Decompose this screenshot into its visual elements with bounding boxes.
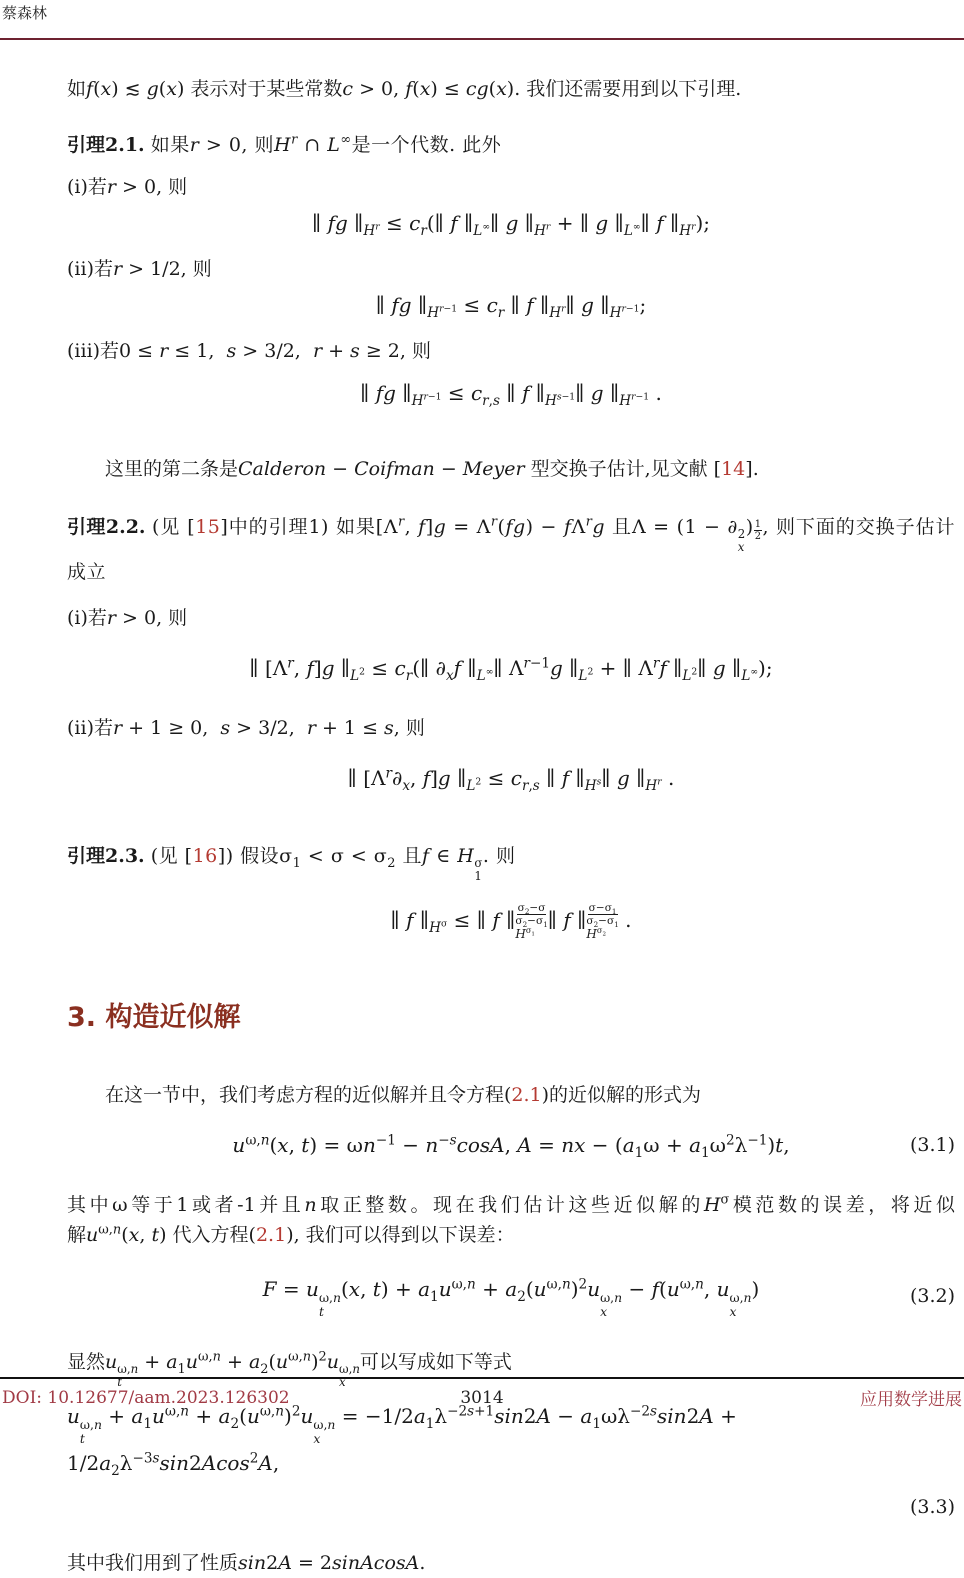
lemma-2-2-label: 引理2.2. [67,516,146,538]
page-footer [0,1377,964,1414]
lemma-2-1-item-iii: (iii)若0 ≤ r ≤ 1, s > 3/2, r + s ≥ 2, 则 [67,340,431,362]
section-3-paragraph-4: 其中我们用到了性质sin2A = 2sinAcosA. [67,1551,426,1574]
lemma-2-1-equation-ii: ∥ fg $\parallel_{H^{r-1}} \le c_r$ ∥ f $\parallel_{H^r}\parallel$ g $\parallel_{H^{r-1}}$; [375,293,647,321]
section-3-paragraph-2-line2: 解$u^{\omega,n}(x$, t) 代入方程(2.1), 我们可以得到以下误差： [67,1223,515,1247]
equation-3-3: u ω,n t + $a_1u^{\omega,n} + a_2(u^{\omega,n})^2u$ ω,n x = $-1/2a_1\lambda^{-2s+1}\sin 2A - a_1\omega\lambda^{-2s}\sin 2A + 1/2a_2\lambda^{-3s}\sin 2Acos^2A$, [67,1403,737,1479]
equation-3-2-number: (3.2) [909,1284,955,1307]
lemma-2-1-item-i: (i)若r > 0, 则 [67,176,188,198]
lemma-2-1-statement: 如果r > 0, 则$H^r$ ∩ L∞是一个代数. 此外 [150,132,502,156]
citation-link[interactable]: 16 [192,844,218,867]
citation-link[interactable]: 15 [195,516,221,538]
lemma-2-2-item-i: (i)若r > 0, 则 [67,606,188,629]
equation-3-1-body: $u^{\omega,n}(x$, $t) = \omega n^{-1} - n^{-s}\cos A$, A = nx − $(a_1\omega + a_1\omega^2\lambda^{-1})t$, [232,1132,790,1162]
lemma-2-3-heading [67,839,955,884]
section-3-heading: 3. 构造近似解 [67,1002,241,1034]
lemma-2-2-item-ii: (ii)若r + 1 ≥ 0, s > 3/2, r + 1 ≤ s, 则 [67,716,425,739]
remark-paragraph: 这里的第二条是Calderon − Coifman − Meyer 型交换子估计,见文献 [14]. [105,458,759,480]
footer-journal: 应用数学进展 [860,1390,962,1410]
citation-link[interactable]: 2.1 [511,1084,542,1107]
section-3-paragraph-3: 显然u ω,n t + $a_1u^{\omega,n} + a_2(u^{\omega,n})^2u$ ω,n x 可以写成如下等式 [67,1349,512,1390]
page-content [0,40,964,1578]
section-3-paragraph-2-line1: 其中ω等于1或者-1并且n取正整数。现在我们估计这些近似解的$H^\sigma$模范数的误差，将近似 [67,1193,955,1217]
lemma-2-1-equation-i: ∥ fg $\parallel_{H^r}$ ≤ $c_r(\parallel$ f $\parallel_{L^\infty}\parallel$ g $\parallel_{H^r}$ + ∥ g $\parallel_{L^\infty}\parallel$ f $\parallel_{H^r}$); [311,211,711,239]
section-3-paragraph-1: 在这一节中，我们考虑方程的近似解并且令方程(2.1)的近似解的形式为 [105,1084,702,1107]
lemma-2-1-equation-iii: ∥ fg $\parallel_{H^{r-1}} \le c_{r,s}$ ∥ f $\parallel_{H^{s-1}}\parallel$ g $\parallel_{H^{r-1}}$ . [360,381,662,409]
author-name: 蔡森林 [2,4,48,22]
intro-paragraph: 如f(x) ≲ g(x) 表示对于某些常数c > 0, f(x) ≤ cg(x). 我们还需要用到以下引理. [67,78,742,100]
page-header [0,0,964,40]
lemma-2-2-statement: (见 [15]中的引理1) 如果[$\Lambda^r$, $f]g = \Lambda^r(fg) - f\Lambda^rg$ 且Λ = (1 − ∂ 2 x ) $\frac{1}{2}$ , 则下面的交换子估计成立 [67,514,955,583]
lemma-2-3-equation: ∥ f $\parallel_{H^\sigma}$ ≤ ∥ f ∥ $\frac{\sigma_2-\sigma}{\sigma_2-\sigma_1}$ $H^{\sigma_1}$ ∥ f ∥ $\frac{\sigma-\sigma_1}{\sigma_2-\sigma_1}$ $H^{\sigma_2}$ . [390,901,632,942]
lemma-2-3-label: 引理2.3. [67,844,145,867]
equation-3-1-number: (3.1) [909,1134,955,1157]
lemma-2-1-item-ii: (ii)若r > 1/2, 则 [67,258,212,280]
lemma-2-1-heading [67,128,955,162]
lemma-2-1-label: 引理2.1. [67,134,145,156]
lemma-2-2-equation-i: ∥ [$\Lambda^r$, f]g $\parallel_{L^2}$ ≤ $c_r(\parallel$ $\partial_xf$ $\parallel_{L^\infty}\parallel$ $\Lambda^{r-1}g$ $\parallel_{L^2}$ + ∥ $\Lambda^rf$ $\parallel_{L^2}\parallel$ g $\parallel_{L^\infty}$); [249,655,773,684]
citation-link[interactable]: 2.1 [255,1224,287,1247]
equation-3-1 [67,1128,955,1162]
lemma-2-2-heading [67,510,955,589]
lemma-2-3-statement: (见 [16]) 假设$\sigma_1 < \sigma < \sigma_2$ 且f ∈ H σ 1 . 则 [150,844,516,884]
equation-3-3-number: (3.3) [909,1495,955,1518]
equation-3-2 [67,1272,955,1318]
footer-doi[interactable]: DOI: 10.12677/aam.2023.126302 [2,1387,290,1408]
citation-link[interactable]: 14 [721,458,746,480]
lemma-2-2-equation-ii: ∥ [$\Lambda^r\partial_x$, f]g $\parallel_{L^2} \le c_{r,s}$ ∥ f $\parallel_{H^s}\parallel$ g $\parallel_{H^r}$ . [347,765,675,794]
footer-page-number: 3014 [460,1387,504,1408]
equation-3-2-body: F = u ω,n t (x, $t) + a_1u^{\omega,n} + a_2(u^{\omega,n})^2u$ ω,n x − $f(u^{\omega,n}$, u ω,n x ) [262,1276,760,1319]
